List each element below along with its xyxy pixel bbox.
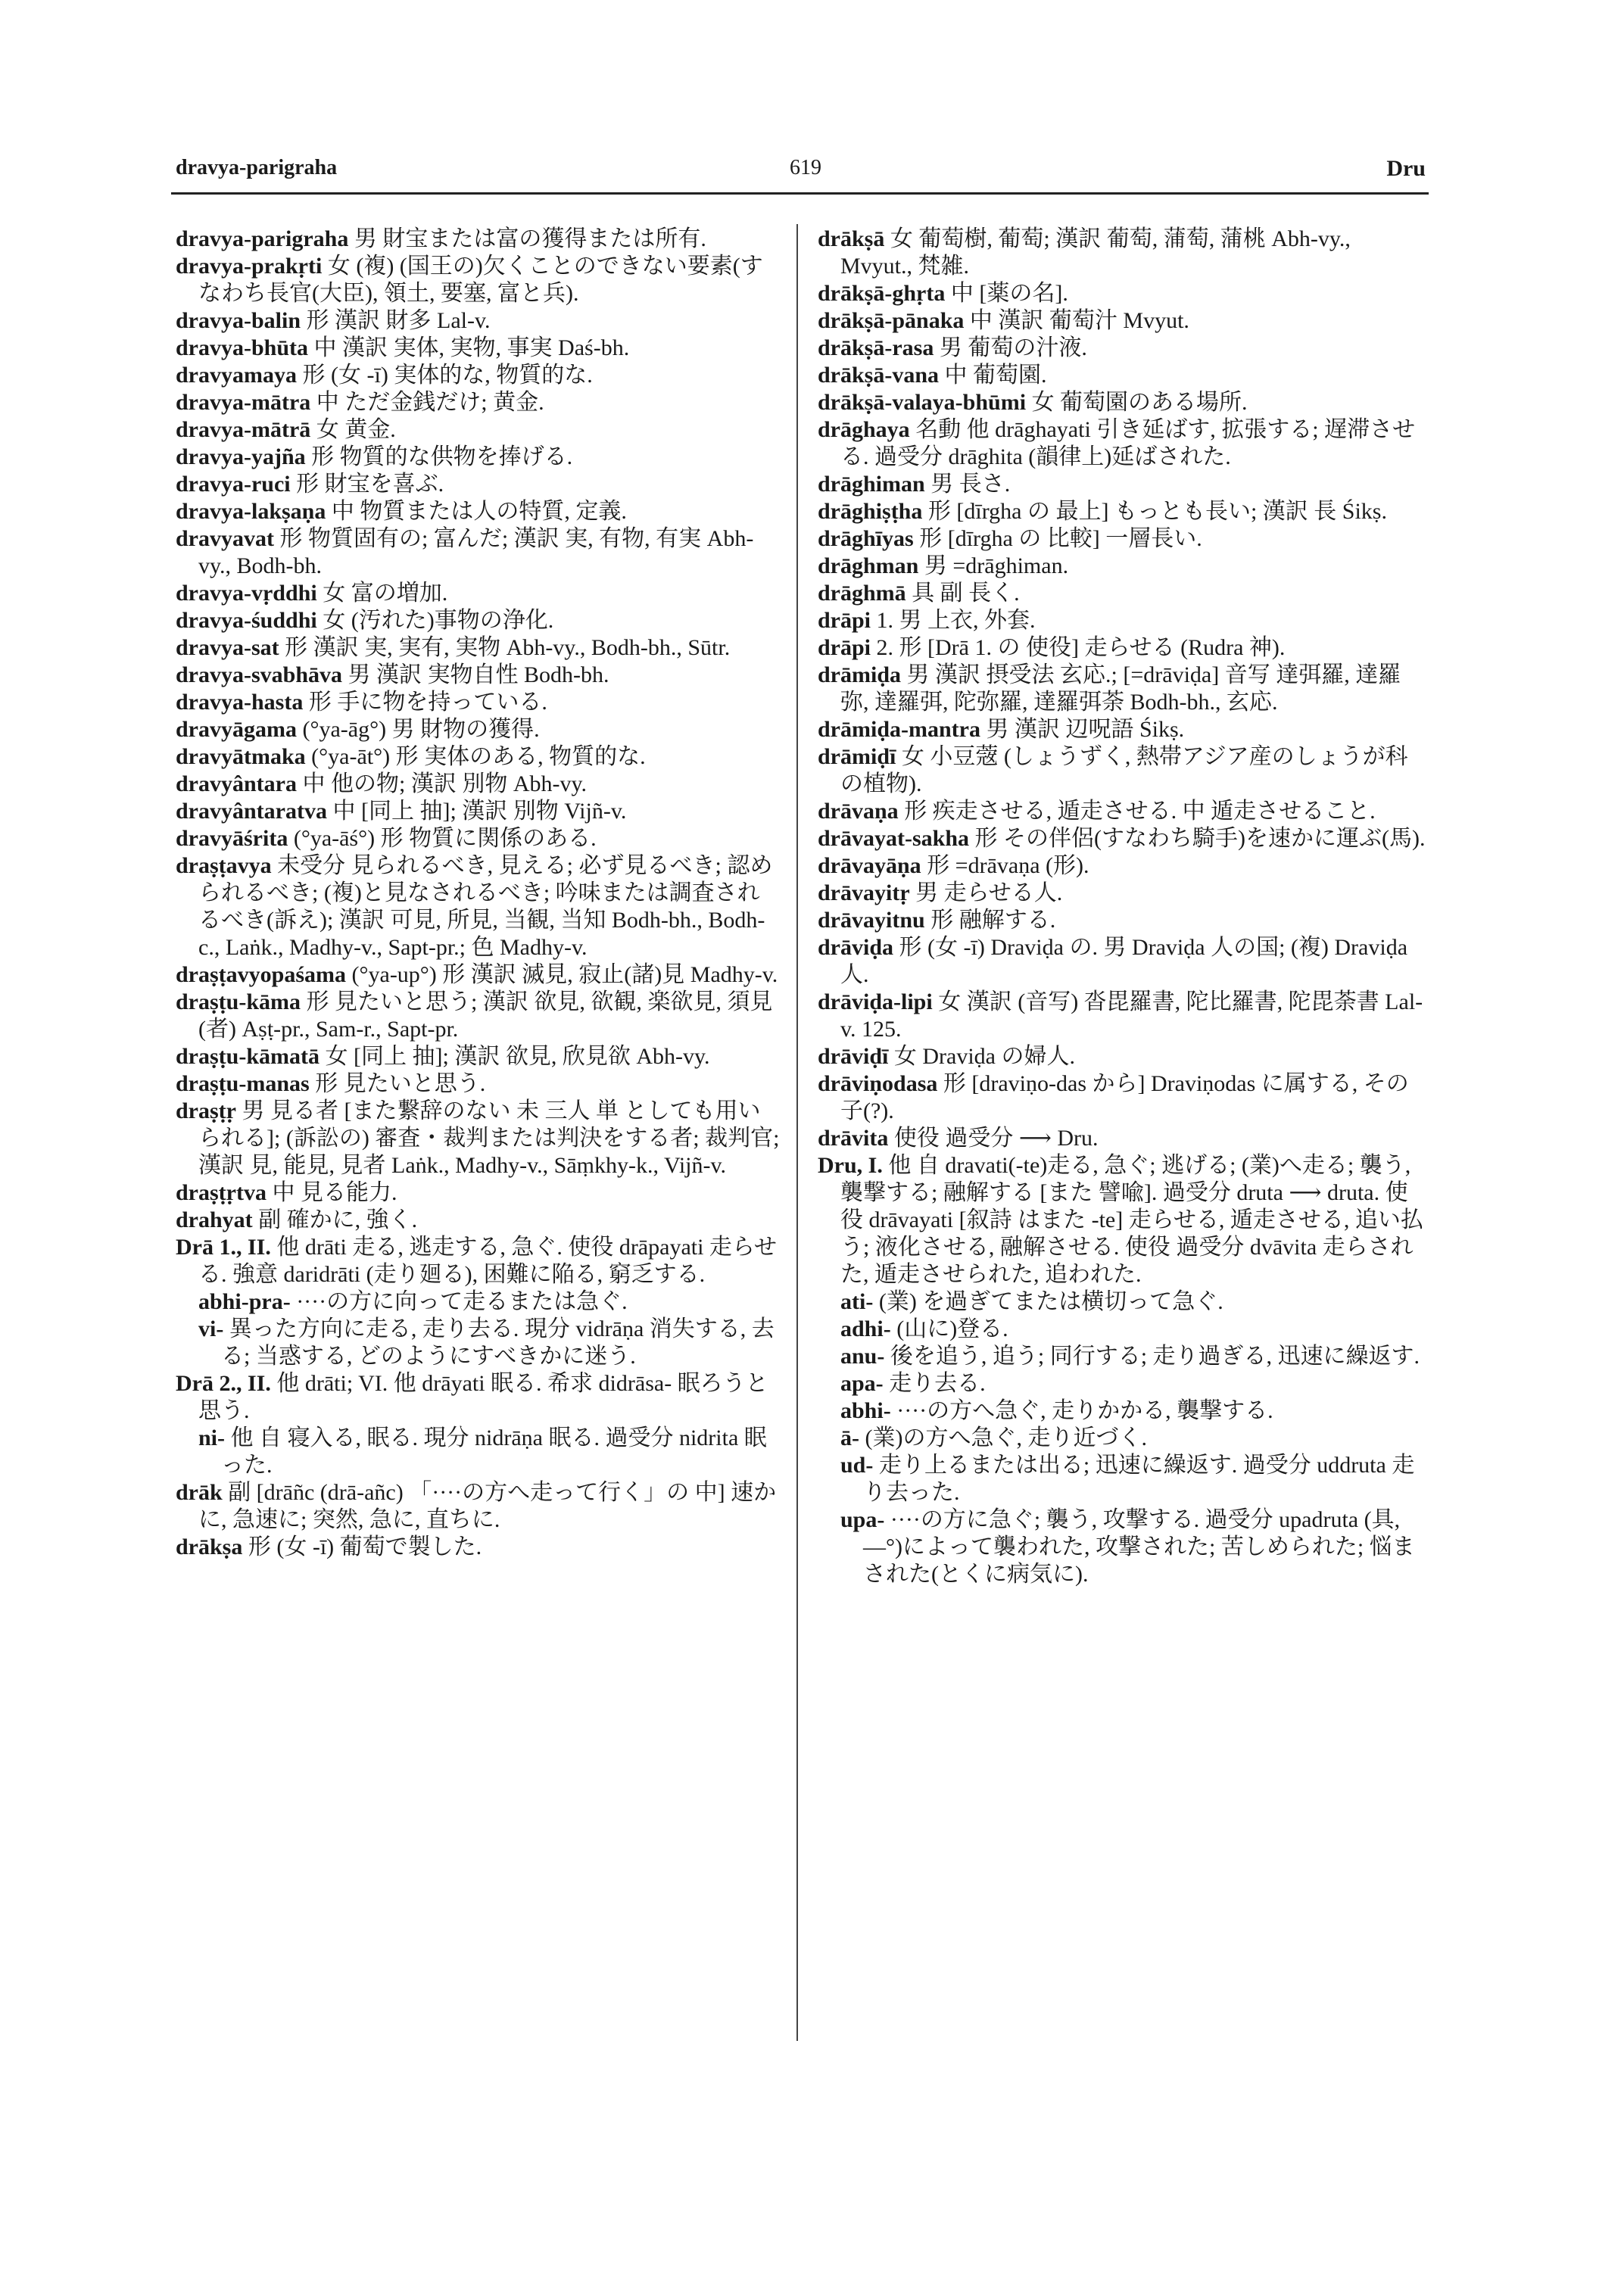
headword: dravyântara [176,771,297,796]
headword: drāghmā [818,581,906,606]
dictionary-entry [176,1370,781,1425]
definition: 形 手に物を持っている. [303,690,547,715]
definition: 形 融解する. [924,908,1056,933]
dictionary-entry [176,1070,781,1098]
headword: drāmiḍī [818,744,896,769]
definition: 男 漢訳 実物自性 Bodh-bh. [342,662,609,687]
dictionary-entry [176,444,781,471]
headword: dravyāgama [176,717,297,742]
dictionary-entry [818,1043,1426,1070]
headword: dravya-parigraha [176,226,349,251]
dictionary-entry [176,798,781,825]
headword: drāghaya [818,417,910,442]
headword: drāmiḍa-mantra [818,717,980,742]
definition: 形 財宝を喜ぶ. [290,472,444,497]
definition: (山に)登る. [890,1316,1008,1341]
headword: dravya-bhūta [176,335,309,360]
dictionary-entry [818,1070,1426,1125]
definition: 具 副 長く. [906,581,1020,606]
dictionary-entry [818,580,1426,607]
definition: 中 他の物; 漢訳 別物 Abh-vy. [297,771,588,796]
headword: drāviṇodasa [818,1071,938,1096]
definition: 形 (女 -ī) 葡萄で製した. [242,1534,482,1559]
definition: (°ya-āś°) 形 物質に関係のある. [288,826,597,851]
headword: drākṣā-ghṛta [818,281,946,306]
dictionary-entry [818,498,1426,525]
definition: 形 [dīrgha の 比較] 一層長い. [913,526,1202,551]
dictionary-entry [176,771,781,798]
dictionary-entry [818,1125,1426,1152]
headword: apa- [840,1371,884,1396]
headword: draṣṭu-manas [176,1071,310,1096]
headword: drākṣā-valaya-bhūmi [818,390,1027,415]
definition: (°ya-āt°) 形 実体のある, 物質的な. [305,744,646,769]
dictionary-entry [176,1043,781,1070]
dictionary-entry [176,662,781,689]
definition: 形 見たいと思う; 漢訳 欲見, 欲観, 楽欲見, 須見(者) Aṣṭ-pr., Sam-r., Sapt-pr. [198,989,773,1042]
dictionary-entry [176,1234,781,1288]
headword: draṣṭavyopaśama [176,962,347,987]
sub-entry [176,1316,781,1370]
definition: 形 [dīrgha の 最上] もっとも長い; 漢訳 長 Śikṣ. [922,499,1387,524]
definition: 女 [同上 抽]; 漢訳 欲見, 欣見欲 Abh-vy. [320,1044,710,1069]
headword: drāghiman [818,472,925,497]
sub-entry [818,1506,1426,1588]
headword: dravya-sat [176,635,279,660]
dictionary-entry [176,716,781,743]
headword: Drā 2., II. [176,1371,271,1396]
headword: dravya-śuddhi [176,608,317,633]
dictionary-entry [176,416,781,444]
definition: 走り上るまたは出る; 迅速に繰返す. 過受分 uddruta 走り去った. [863,1453,1415,1505]
dictionary-entry [818,335,1426,362]
dictionary-entry [176,1479,781,1534]
sub-entry [818,1316,1426,1343]
definition: 形 疾走させる, 遁走させる. 中 遁走させること. [898,799,1376,824]
running-head-left: dravya-parigraha [176,156,338,179]
dictionary-entry [176,743,781,771]
dictionary-entry [818,416,1426,471]
dictionary-entry [176,689,781,716]
definition: 他 drāti; VI. 他 drāyati 眠る. 希求 didrāsa- 眠ろうと思う. [198,1371,768,1423]
dictionary-entry [818,553,1426,580]
definition: 他 drāti 走る, 逃走する, 急ぐ. 使役 drāpayati 走らせる. 強意 daridrāti (走り廻る), 困難に陥る, 窮乏する. [198,1235,778,1287]
definition: 男 =drāghiman. [918,553,1069,578]
headword: abhi-pra- [198,1289,291,1314]
definition: (°ya-up°) 形 漢訳 滅見, 寂止(諸)見 Madhy-v. [346,962,778,987]
definition: 形 その伴侶(すなわち騎手)を速かに運ぶ(馬). [969,826,1426,851]
headword: drāghīyas [818,526,914,551]
headword: dravya-vṛddhi [176,581,317,606]
dictionary-entry [818,662,1426,716]
dictionary-entry [176,1098,781,1179]
definition: 女 葡萄園のある場所. [1026,390,1248,415]
dictionary-entry [818,825,1426,852]
column-divider [796,224,798,2041]
dictionary-entry [818,525,1426,553]
definition: 名動 他 drāghayati 引き延ばす, 拡張する; 遅滞させる. 過受分 drāghita (韻律上)延ばされた. [840,417,1416,469]
dictionary-entry [818,307,1426,335]
definition: 形 漢訳 財多 Lal-v. [301,308,491,333]
dictionary-entry [818,280,1426,307]
headword: dravyamaya [176,363,297,388]
sub-entry [818,1288,1426,1316]
headword: dravya-mātrā [176,417,311,442]
sub-entry [818,1452,1426,1506]
definition: 形 漢訳 実, 実有, 実物 Abh-vy., Bodh-bh., Sūtr. [279,635,731,660]
headword: drāvita [818,1126,889,1151]
definition: 女 小豆蔲 (しょうずく, 熱帯アジア産のしょうが科の植物). [840,744,1408,796]
definition: 中 ただ金銭だけ; 黄金. [310,390,544,415]
headword: drākṣā-pānaka [818,308,965,333]
headword: ud- [840,1453,874,1478]
sub-entry [818,1370,1426,1397]
headword: draṣṭṛtva [176,1180,267,1205]
sub-entry [176,1425,781,1479]
definition: 女 (複) (国王の)欠くことのできない要素(すなわち長官(大臣), 領土, 要塞, 富と兵). [198,254,763,306]
definition: 中 漢訳 葡萄汁 Mvyut. [964,308,1189,333]
definition: 使役 過受分 ⟶ Dru. [888,1126,1099,1151]
right-column [818,226,1426,1588]
dictionary-entry [818,852,1426,880]
headword: draṣṭavya [176,853,272,878]
definition: 1. 男 上衣, 外套. [871,608,1036,633]
headword: drākṣā-vana [818,363,940,388]
definition: 副 [drāñc (drā-añc) 「····の方へ走って行く」の 中] 速かに, 急速に; 突然, 急に, 直ちに. [198,1480,777,1532]
dictionary-entry [176,226,781,253]
headword: drāviḍa [818,935,894,960]
dictionary-entry [176,1534,781,1561]
dictionary-entry [176,634,781,662]
dictionary-entry [176,852,781,961]
dictionary-entry [818,907,1426,934]
definition: (°ya-āg°) 男 財物の獲得. [297,717,540,742]
definition: 形 物質的な供物を捧げる. [305,444,573,469]
headword: dravya-mātra [176,390,311,415]
definition: 後を追う, 追う; 同行する; 走り過ぎる, 迅速に繰返す. [884,1344,1420,1369]
headword: dravya-ruci [176,472,291,497]
dictionary-entry [818,226,1426,280]
definition: 他 自 寝入る, 眠る. 現分 nidrāṇa 眠る. 過受分 nidrita 眠った. [221,1425,767,1478]
headword: drāpi [818,608,871,633]
definition: 男 見る者 [また繋辞のない 未 三人 単 としても用いられる]; (訴訟の) 審査・裁判または判決をする者; 裁判官; 漢訳 見, 能見, 見者 Laṅk., Madhy-v., Sāṃkhy-k., Vijñ-v. [198,1098,780,1178]
headword: adhi- [840,1316,891,1341]
headword: drākṣā [818,226,885,251]
headword: drāvayitnu [818,908,925,933]
definition: 中 漢訳 実体, 実物, 事実 Daś-bh. [308,335,630,360]
dictionary-entry [176,1207,781,1234]
dictionary-entry [818,880,1426,907]
headword: dravya-svabhāva [176,662,343,687]
headword: dravya-balin [176,308,301,333]
headword: draṣṭu-kāma [176,989,301,1014]
dictionary-entry [176,989,781,1043]
dictionary-entry [176,362,781,389]
dictionary-entry [176,307,781,335]
definition: 形 (女 -ī) Draviḍa の. 男 Draviḍa 人の国; (複) Draviḍa 人. [840,935,1408,987]
dictionary-entry [818,798,1426,825]
sub-entry [176,1288,781,1316]
definition: ····の方に向って走るまたは急ぐ. [290,1289,628,1314]
definition: 女 黄金. [310,417,396,442]
definition: 女 葡萄樹, 葡萄; 漢訳 葡萄, 蒲萄, 蒲桃 Abh-vy., Mvyut., 梵雑. [840,226,1351,279]
dictionary-entry [176,525,781,580]
definition: 中 葡萄園. [939,363,1047,388]
dictionary-entry [818,716,1426,743]
dictionary-entry [176,580,781,607]
dictionary-entry [818,607,1426,634]
definition: 異った方向に走る, 走り去る. 現分 vidrāṇa 消失する, 去る; 当惑する, どのようにすべきかに迷う. [221,1316,775,1369]
dictionary-entry [818,389,1426,416]
dictionary-entry [176,471,781,498]
definition: 形 [draviṇo-das から] Draviṇodas に属する, その子(?). [840,1071,1409,1123]
definition: 男 葡萄の汁液. [934,335,1087,360]
dictionary-entry [176,389,781,416]
definition: 未受分 見られるべき, 見える; 必ず見るべき; 認められるべき; (複)と見なされるべき; 吟味または調査されるべき(訴え); 漢訳 可見, 所見, 当観, 当知 Bodh-bh., Bodh-c., Laṅk., Madhy-v., Sapt-pr.; 色 Madhy-v. [198,853,773,960]
headword: drāvayat-sakha [818,826,970,851]
dictionary-entry [818,743,1426,798]
sub-entry [818,1425,1426,1452]
definition: 男 漢訳 辺呪語 Śikṣ. [980,717,1185,742]
header-rule [171,192,1429,195]
headword: dravyātmaka [176,744,306,769]
definition: 形 =drāvaṇa (形). [921,853,1089,878]
dictionary-entry [818,471,1426,498]
headword: dravyāśrita [176,826,288,851]
definition: 男 走らせる人. [909,880,1063,905]
headword: drāvayitṛ [818,880,910,905]
headword: drāghiṣṭha [818,499,923,524]
definition: 女 漢訳 (音写) 沓毘羅書, 陀比羅書, 陀毘荼書 Lal-v. 125. [840,989,1423,1042]
headword: drāmiḍa [818,662,902,687]
definition: 女 (汚れた)事物の浄化. [316,608,554,633]
definition: 中 見る能力. [266,1180,397,1205]
definition: ····の方へ急ぐ, 走りかかる, 襲撃する. [890,1398,1273,1423]
page-number: 619 [790,156,821,179]
definition: ····の方に急ぐ; 襲う, 攻撃する. 過受分 upadruta (具, —°)によって襲われた, 攻撃された; 苦しめられた; 悩まされた(とくに病気に). [863,1507,1415,1587]
headword: drākṣa [176,1534,243,1559]
definition: (業)の方へ急ぐ, 走り近づく. [859,1425,1147,1450]
dictionary-entry [176,825,781,852]
dictionary-entry [176,498,781,525]
headword: drāvayāṇa [818,853,921,878]
definition: 副 確かに, 強く. [252,1207,418,1232]
definition: 男 長さ. [924,472,1011,497]
headword: dravya-prakṛti [176,254,323,279]
headword: drāghman [818,553,919,578]
definition: 中 [同上 抽]; 漢訳 別物 Vijñ-v. [326,799,627,824]
headword: dravyântaratva [176,799,327,824]
definition: 形 物質固有の; 富んだ; 漢訳 実, 有物, 有実 Abh-vy., Bodh-bh. [198,526,754,578]
sub-entry [818,1343,1426,1370]
definition: 男 漢訳 摂受法 玄応.; [=drāviḍa] 音写 達弭羅, 達羅弥, 達羅弭, 陀弥羅, 達羅弭荼 Bodh-bh., 玄応. [840,662,1401,715]
dictionary-entry [818,362,1426,389]
dictionary-entry [176,1179,781,1207]
dictionary-entry [818,989,1426,1043]
headword: dravya-lakṣaṇa [176,499,326,524]
definition: 他 自 dravati(-te)走る, 急ぐ; 逃げる; (業)へ走る; 襲う, 襲撃する; 融解する [また 譬喩]. 過受分 druta ⟶ druta. 使役 drāvayati [叙詩 はまた -te] 走らせる, 遁走させる, 追い払う; 液化させる, 融解させる. 使役 過受分 dvāvita 走らされた, 遁走させられた, 追われた. [840,1153,1423,1287]
headword: anu- [840,1344,885,1369]
definition: 走り去る. [883,1371,986,1396]
headword: vi- [198,1316,224,1341]
headword: draṣṭṛ [176,1098,236,1123]
definition: 形 見たいと思う. [309,1071,486,1096]
definition: 2. 形 [Drā 1. の 使役] 走らせる (Rudra 神). [871,635,1286,660]
headword: drahyat [176,1207,253,1232]
headword: drāviḍa-lipi [818,989,933,1014]
dictionary-entry [176,607,781,634]
running-head-right: Dru [1386,156,1426,181]
headword: Drā 1., II. [176,1235,271,1260]
definition: 中 物質または人の特質, 定義. [326,499,627,524]
definition: 男 財宝または富の獲得または所有. [348,226,706,251]
dictionary-entry [818,634,1426,662]
left-column [176,226,781,1561]
headword: drākṣā-rasa [818,335,934,360]
headword: dravyavat [176,526,274,551]
definition: 形 (女 -ī) 実体的な, 物質的な. [297,363,593,388]
dictionary-entry [818,934,1426,989]
headword: ati- [840,1289,874,1314]
definition: (業) を過ぎてまたは横切って急ぐ. [873,1289,1223,1314]
dictionary-entry [176,961,781,989]
dictionary-entry [176,335,781,362]
headword: abhi- [840,1398,891,1423]
headword: dravya-hasta [176,690,304,715]
definition: 女 Draviḍa の婦人. [888,1044,1075,1069]
definition: 女 富の増加. [316,581,448,606]
dictionary-entry [818,1152,1426,1288]
headword: ni- [198,1425,226,1450]
headword: ā- [840,1425,859,1450]
headword: drāpi [818,635,871,660]
headword: upa- [840,1507,885,1532]
definition: 中 [薬の名]. [945,281,1068,306]
headword: dravya-yajña [176,444,306,469]
headword: drāvaṇa [818,799,899,824]
headword: drāviḍī [818,1044,889,1069]
sub-entry [818,1397,1426,1425]
headword: Dru, I. [818,1153,883,1178]
headword: draṣṭu-kāmatā [176,1044,320,1069]
dictionary-entry [176,253,781,307]
headword: drāk [176,1480,223,1505]
